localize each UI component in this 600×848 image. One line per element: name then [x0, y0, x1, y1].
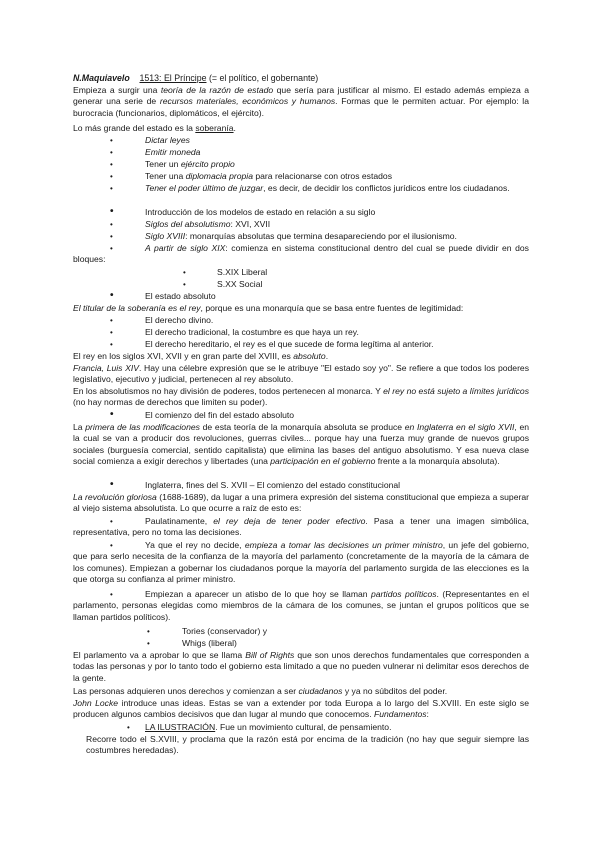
section-inglaterra-title: Inglaterra, fines del S. XVII – El comienzo del estado constitucional: [145, 480, 401, 490]
list-item: [145, 135, 529, 146]
intro-text: que sería para justificar al mismo. El estado además empieza a generar una serie de: [73, 85, 529, 107]
list-item-text: Ya que el rey no decide,: [145, 540, 245, 550]
list-item-text: Dictar leyes: [145, 135, 190, 145]
list-item: [73, 516, 529, 539]
list-item-emphasis: A partir de siglo XIX: [145, 243, 226, 253]
juzgar-text: , es decir, de decidir los conflictos jurídicos entre los ciudadanos.: [263, 183, 510, 193]
bullet-dot: •: [110, 340, 113, 349]
revolucion-paragraph: [73, 492, 529, 515]
bullet-dot: •: [147, 627, 150, 636]
list-item: [145, 231, 529, 242]
list-item: [73, 243, 529, 266]
bullet-dot: •: [110, 136, 113, 145]
fin-emphasis: en Inglaterra en el siglo XVII: [404, 422, 515, 432]
bullet-dot: •: [110, 172, 113, 181]
bullet-dot: •: [110, 160, 113, 169]
list-item-text: Tener una: [145, 171, 186, 181]
list-item: [145, 147, 529, 158]
bullet-dot: •: [183, 280, 186, 289]
rights-emphasis: Bill of Rights: [245, 650, 295, 660]
list-item-emphasis: ejército propio: [180, 159, 235, 169]
soberania-underlined: soberanía: [195, 123, 234, 133]
ciudadanos-text: y ya no súbditos del poder.: [342, 686, 448, 696]
ilustracion-paragraph: Recorre todo el S.XVIII, y proclama que la razón está por encima de la tradición (no hay que seguir siempre las costumbres heredadas).: [86, 734, 529, 756]
soberania-end: .: [233, 123, 236, 133]
bullet-dot: •: [110, 244, 113, 253]
list-item-emphasis: diplomacia propia: [185, 171, 253, 181]
rights-text: El parlamento va a aprobar lo que se llama: [73, 650, 246, 660]
bullet-dot: •: [183, 268, 186, 277]
locke-text: introduce unas ideas. Estas se van a extender por toda Europa a lo largo del S.XVIII. En este siglo se producen algunos cambios decisivos que dan lugar al mundo que conocemos.: [73, 698, 529, 720]
list-item-emphasis: el rey deja de tener poder efectivo: [213, 516, 366, 526]
ilustracion-line: [145, 722, 391, 733]
bullet-dot: •: [147, 639, 150, 648]
partido-item: Whigs (liberal): [182, 638, 237, 648]
header-note: (= el político, el gobernante): [208, 73, 319, 83]
bullet-dot: •: [110, 328, 113, 337]
locke-end: :: [426, 709, 429, 720]
fin-emphasis: primera de las modificaciones: [85, 422, 200, 432]
list-item-text: , un jefe del gobierno, que para serlo necesita de la confianza de la mayoría del parlamento (concretamente de la mayoría de la cámara de los comunes). Empiezan a gobernar los ciudadanos porque la mayoría del parlamento surgida de las elecciones es la que otorga su confianza al primer ministro.: [73, 540, 530, 585]
bullet-dot: •: [110, 316, 113, 325]
fin-text: frente a la monarquía absoluta).: [375, 456, 500, 467]
bullet-dot: •: [110, 148, 113, 157]
bullet-big: •: [110, 206, 114, 217]
header-line: [73, 73, 529, 84]
list-item-text: Tener un: [145, 159, 181, 169]
fin-text: de esta teoría de la monarquía absoluta se produce: [199, 422, 405, 432]
list-item-emphasis: partidos políticos: [370, 589, 437, 599]
bill-of-rights-paragraph: [73, 650, 529, 684]
bullet-big: •: [110, 479, 114, 490]
intro-emphasis: recursos materiales, económicos y humanos: [159, 96, 336, 107]
intro-text: . Formas que le permiten actuar. Por ejemplo: la burocracia (funcionarios, diplomáticos, el ejército).: [73, 96, 529, 118]
list-item-text: : monarquías absolutas que termina desapareciendo por el ilusionismo.: [185, 231, 457, 241]
fin-paragraph: [73, 422, 529, 468]
francia-emphasis: Francia, Luis XIV: [73, 363, 139, 373]
soberania-line: [73, 123, 529, 134]
intro-emphasis: teoría de la razón de estado: [160, 85, 274, 95]
fin-text: La: [73, 422, 86, 432]
list-item-text: : XVI, XVII: [230, 219, 271, 229]
rey-emphasis: absoluto: [293, 351, 326, 361]
locke-emphasis: John Locke: [73, 698, 119, 708]
rights-text: que son unos derechos fundamentales que corresponden a todas las personas y por lo tanto todo el gobierno esta limitado a que no pueden vulnerar ni delimitar esos derechos de la gente.: [73, 650, 529, 683]
absolutismo-paragraph: [73, 386, 529, 409]
rey-text: El rey en los siglos XVI, XVII y en gran parte del XVIII, es: [73, 351, 294, 361]
absolutismo-text: En los absolutismos no hay división de poderes, todos pertenecen al monarca. Y: [73, 386, 384, 396]
fin-text: , en la cual se van a producir dos revoluciones, guerras civiles... porque hay una fuerza muy grande de nuevos grupos sociales (burguesía comercial, sentido capitalista) que elimina las bases del antiguo absolutismo. Y esa nueva clase social comienza a exigir derechos y libertades (una: [73, 422, 529, 467]
list-item-text: Paulatinamente,: [145, 516, 214, 526]
header-author: N.Maquiavelo: [73, 73, 130, 83]
bullet-dot: •: [127, 723, 130, 732]
list-item: [145, 219, 529, 230]
revolucion-text: (1688-1689), da lugar a una primera expresión del sistema constitucional que empieza a superar al viejo sistema absolutista. Lo que ocurre a raíz de esto es:: [73, 492, 529, 514]
list-item: [73, 589, 529, 623]
list-item-emphasis: empieza a tomar las decisiones un primer ministro: [244, 540, 443, 550]
revolucion-emphasis: La revolución gloriosa: [73, 492, 157, 502]
bullet-dot: •: [110, 220, 113, 229]
titular-emphasis: El titular de la soberanía es el rey: [73, 303, 201, 313]
bloque-item: S.XX Social: [217, 279, 263, 289]
list-item-emphasis: Siglos del absolutismo: [145, 219, 231, 229]
list-item-text: para relacionarse con otros estados: [252, 171, 392, 181]
bloque-item: S.XIX Liberal: [217, 267, 268, 277]
ilustracion-title-rest: . Fue un movimiento cultural, de pensamiento.: [215, 722, 392, 732]
list-item-text: : comienza en sistema constitucional dentro del cual se puede dividir en dos bloques:: [73, 243, 529, 265]
bullet-big: •: [110, 409, 114, 420]
list-item: El derecho hereditario, el rey es el que sucede de forma legítima al anterior.: [145, 339, 434, 349]
section-absoluto-title: El estado absoluto: [145, 291, 216, 301]
list-item-text: . Pasa a tener una imagen simbólica, representativa, pero no toma las decisiones.: [73, 516, 529, 538]
absolutismo-end: (no hay normas de derechos que limiten su poder).: [73, 397, 268, 408]
ciudadanos-emphasis: ciudadanos: [298, 686, 343, 696]
rey-end: .: [325, 351, 329, 361]
fin-emphasis: participación en el gobierno: [270, 456, 376, 467]
titular-paragraph: [73, 303, 529, 314]
list-item-text: Emitir moneda: [145, 147, 201, 157]
list-item: El derecho tradicional, la costumbre es que haya un rey.: [145, 327, 359, 337]
francia-text: . Hay una célebre expresión que se le atribuye "El estado soy yo". Se refiere a que todos los poderes legislativo, ejecutivo y judicial, pertenecen al rey absoluto.: [73, 363, 530, 385]
list-item-emphasis: Siglo XVIII: [145, 231, 186, 241]
bullet-big: •: [110, 290, 114, 301]
list-item-juzgar: [73, 183, 529, 194]
bullet-dot: •: [110, 541, 113, 550]
section-fin-title: El comienzo del fin del estado absoluto: [145, 410, 295, 420]
intro-paragraph: [73, 85, 529, 119]
locke-emphasis: Fundamentos: [373, 709, 427, 720]
francia-paragraph: [73, 363, 529, 386]
list-item: El derecho divino.: [145, 315, 214, 325]
section-modelos-title: Introducción de los modelos de estado en relación a su siglo: [145, 207, 376, 217]
titular-text: , porque es una monarquía que se basa entre fuentes de legitimidad:: [200, 303, 464, 313]
bullet-dot: •: [110, 517, 113, 526]
list-item-text: Empiezan a aparecer un atisbo de lo que hoy se llaman: [145, 589, 371, 599]
ilustracion-title: LA ILUSTRACIÓN: [145, 722, 216, 732]
list-item: [145, 159, 529, 170]
juzgar-emphasis: Tener el poder último de juzgar: [145, 183, 264, 193]
list-item-text: . (Representantes en el parlamento, personas elegidas como miembros de la cámara de los comunes, se juntan el grupos políticos que se llaman partidos políticos).: [73, 589, 529, 622]
bullet-dot: •: [110, 184, 113, 193]
soberania-text: Lo más grande del estado es la: [73, 123, 196, 133]
ciudadanos-paragraph: [73, 686, 529, 697]
rey-paragraph: [73, 351, 529, 362]
absolutismo-emphasis: el rey no está sujeto a límites jurídicos: [383, 386, 529, 396]
list-item: [73, 540, 529, 586]
locke-paragraph: [73, 698, 529, 721]
ciudadanos-text: Las personas adquieren unos derechos y comienzan a ser: [73, 686, 299, 696]
intro-text: Empieza a surgir una: [73, 85, 161, 95]
partido-item: Tories (conservador) y: [182, 626, 268, 636]
list-item: [145, 171, 529, 182]
header-title: 1513: El Príncipe: [139, 73, 207, 83]
bullet-dot: •: [110, 590, 113, 599]
bullet-dot: •: [110, 232, 113, 241]
